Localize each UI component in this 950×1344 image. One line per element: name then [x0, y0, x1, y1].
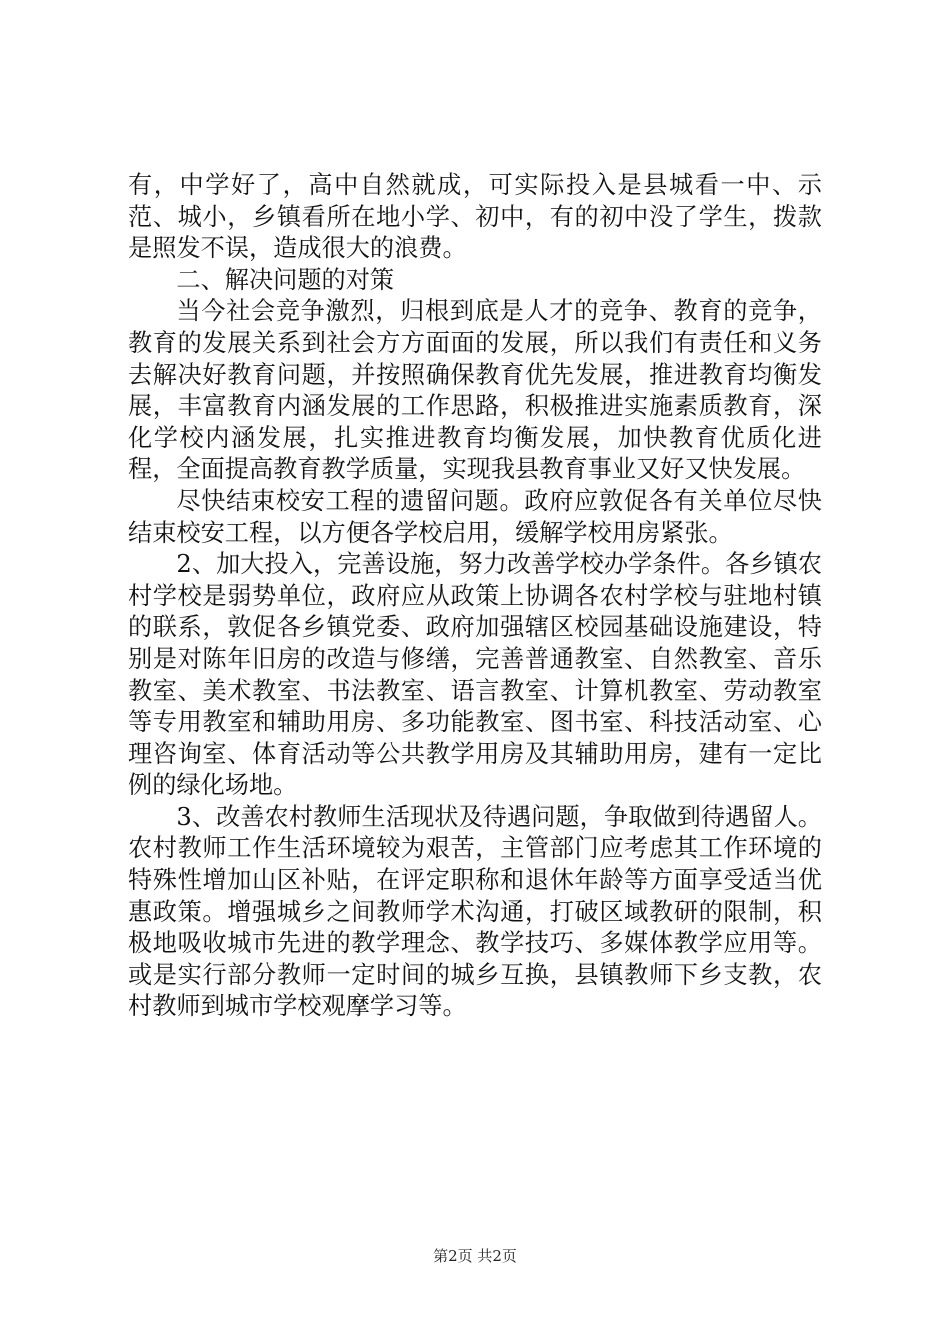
paragraph-4: 2、加大投入，完善设施，努力改善学校办学条件。各乡镇农村学校是弱势单位，政府应从政策上协调各农村学校与驻地村镇的联系，敦促各乡镇党委、政府加强辖区校园基础设施建设，特别是对陈年旧房的改造与修缮，完善普通教室、自然教室、音乐教室、美术教室、书法教室、语言教室、计算机教室、劳动教室等专用教室和辅助用房、多功能教室、图书室、科技活动室、心理咨询室、体育活动等公共教学用房及其辅助用房，建有一定比例的绿化场地。 — [128, 550, 822, 800]
paragraph-5: 3、改善农村教师生活现状及待遇问题，争取做到待遇留人。农村教师工作生活环境较为艰苦，主管部门应考虑其工作环境的特殊性增加山区补贴，在评定职称和退休年龄等方面享受适当优惠政策。增强城乡之间教师学术沟通，打破区域教研的限制，积极地吸收城市先进的教学理念、教学技巧、多媒体教学应用等。或是实行部分教师一定时间的城乡互换，县镇教师下乡支教，农村教师到城市学校观摩学习等。 — [128, 802, 822, 1021]
page-footer: 第2页 共2页 — [433, 1247, 517, 1265]
paragraph-3: 尽快结束校安工程的遗留问题。政府应敦促各有关单位尽快结束校安工程，以方便各学校启用，缓解学校用房紧张。 — [128, 486, 822, 547]
body-text — [128, 170, 822, 1023]
paragraph-1: 有，中学好了，高中自然就成，可实际投入是县城看一中、示范、城小，乡镇看所在地小学、初中，有的初中没了学生，拨款是照发不误，造成很大的浪费。 — [128, 171, 822, 263]
paragraph-2: 当今社会竞争激烈，归根到底是人才的竞争、教育的竞争，教育的发展关系到社会方方面面的发展，所以我们有责任和义务去解决好教育问题，并按照确保教育优先发展，推进教育均衡发展，丰富教育内涵发展的工作思路，积极推进实施素质教育，深化学校内涵发展，扎实推进教育均衡发展，加快教育优质化进程，全面提高教育教学质量，实现我县教育事业又好又快发展。 — [128, 297, 822, 484]
section-heading: 二、解决问题的对策 — [176, 265, 395, 294]
